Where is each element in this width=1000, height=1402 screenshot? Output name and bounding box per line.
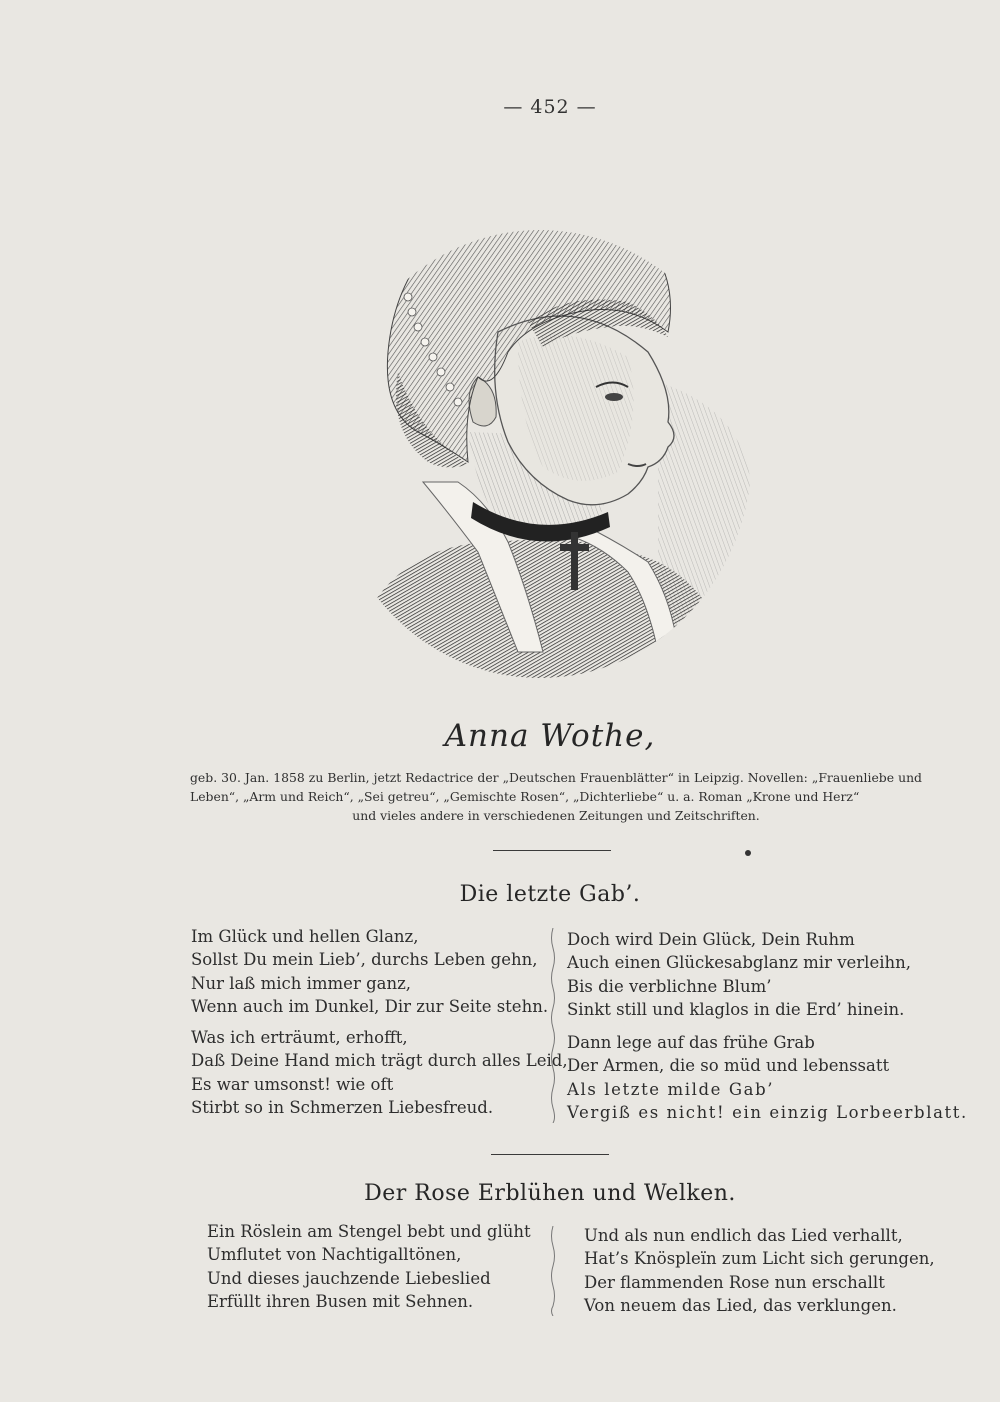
- column-divider: [549, 928, 557, 1123]
- verse-line: Ein Röslein am Stengel bebt und glüht: [207, 1222, 531, 1241]
- verse-line: Dann lege auf das frühe Grab: [567, 1033, 815, 1052]
- poem-1-right-stanza-2: [567, 1031, 968, 1124]
- bio-line-1: geb. 30. Jan. 1858 zu Berlin, jetzt Redactrice der „Deutschen Frauenblätter“ in Leipzig. Novellen: „Frauenliebe: [190, 770, 895, 785]
- poem-1-right-stanza-1: [567, 928, 911, 1021]
- verse-line: Von neuem das Lied, das verklungen.: [584, 1295, 897, 1315]
- bio-line-2: und Leben“, „Arm und Reich“, „Sei getreu“, „Gemischte Rosen“, „Dichterliebe“ u. a. Roman „Krone und Herz“: [190, 770, 922, 804]
- section-divider: [491, 1154, 609, 1155]
- poem-1-left-stanza-2: [191, 1026, 568, 1119]
- verse-line: Wenn auch im Dunkel, Dir zur Seite stehn.: [191, 996, 549, 1016]
- bio-line-3: und vieles andere in verschiedenen Zeitungen und Zeitschriften.: [352, 808, 760, 823]
- verse-line: Der Armen, die so müd und lebenssatt: [567, 1056, 890, 1076]
- verse-line: Im Glück und hellen Glanz,: [191, 927, 419, 946]
- poem-title: Der Rose Erblühen und Welken.: [364, 1181, 736, 1206]
- verse-line: Sinkt still und klaglos in die Erd’ hinein.: [567, 999, 905, 1019]
- verse-line: Stirbt so in Schmerzen Liebesfreud.: [191, 1097, 494, 1117]
- verse-line: Auch einen Glückesabglanz mir verleihn,: [567, 953, 912, 973]
- verse-line: Was ich erträumt, erhofft,: [191, 1028, 408, 1047]
- verse-line: Erfüllt ihren Busen mit Sehnen.: [207, 1291, 474, 1311]
- poem-1-left-stanza-1: [191, 925, 548, 1018]
- verse-line: Doch wird Dein Glück, Dein Ruhm: [567, 930, 855, 949]
- section-divider: [493, 850, 611, 851]
- poem-title: Die letzte Gab’.: [459, 882, 641, 907]
- column-divider: [549, 1226, 557, 1316]
- poem-2-right-stanza-1: [584, 1224, 935, 1317]
- verse-line: Bis die verblichne Blum’: [567, 976, 772, 996]
- author-biography: [190, 768, 922, 825]
- verse-line: Umflutet von Nachtigalltönen,: [207, 1245, 462, 1265]
- verse-line: Es war umsonst! wie oft: [191, 1074, 394, 1094]
- verse-line: Daß Deine Hand mich trägt durch alles Leid,: [191, 1051, 568, 1071]
- poem-2-left-stanza-1: [207, 1220, 531, 1313]
- verse-line: Der flammenden Rose nun erschallt: [584, 1272, 885, 1292]
- verse-line: Und dieses jauchzende Liebeslied: [207, 1268, 491, 1288]
- page-number: — 452 —: [503, 96, 597, 118]
- verse-line: Und als nun endlich das Lied verhallt,: [584, 1226, 903, 1245]
- verse-line: Hat’s Knöspleïn zum Licht sich gerungen,: [584, 1249, 935, 1269]
- verse-line: Sollst Du mein Lieb’, durchs Leben gehn,: [191, 950, 538, 970]
- verse-line: Als letzte milde Gab’: [567, 1079, 775, 1099]
- author-name: Anna Wothe,: [444, 718, 656, 754]
- engraved-portrait-of-young-woman-icon: [328, 182, 752, 678]
- verse-line: Nur laß mich immer ganz,: [191, 973, 412, 993]
- ink-speck: [745, 850, 751, 856]
- verse-line: Vergiß es nicht! ein einzig Lorbeerblatt.: [567, 1102, 968, 1122]
